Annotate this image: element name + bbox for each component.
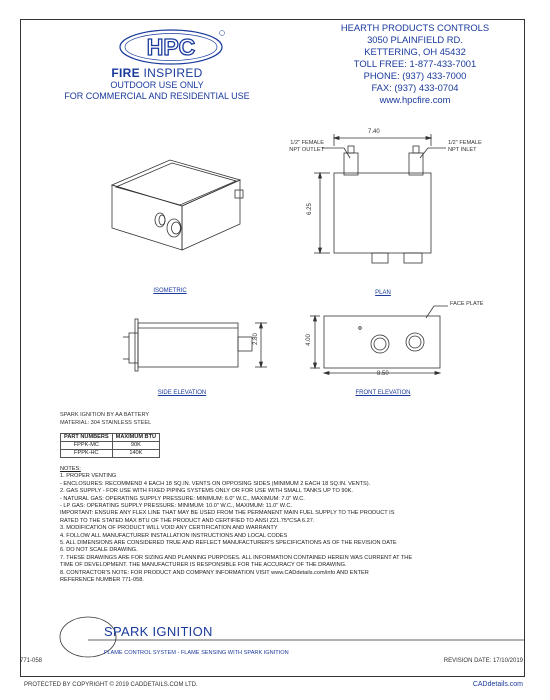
drawing-title: SPARK IGNITION: [104, 624, 213, 639]
table-row: [61, 442, 160, 450]
note-line: - ENCLOSURES: RECOMMEND 4 EACH 18 SQ.IN. VENTS ON OPPOSING SIDES (MINIMUM 2 EACH 18 SQ.IN. VENTS).: [60, 480, 371, 487]
note-line: 6. DO NOT SCALE DRAWING.: [60, 547, 138, 554]
hpc-logo: [118, 28, 228, 68]
side-elevation-drawing: [115, 315, 275, 380]
note-line: 3. MODIFICATION OF PRODUCT WILL VOID ANY CERTIFICATION AND WARRANTY: [60, 525, 278, 532]
notes-section: [60, 466, 470, 585]
outlet-label: 1/2" FEMALE NPT OUTLET: [289, 140, 324, 153]
isometric-label: ISOMETRIC: [153, 288, 187, 294]
company-web[interactable]: www.hpcfire.com: [379, 94, 451, 105]
front-height-dim: 4.00: [305, 334, 312, 346]
table-cell: 90K: [112, 442, 159, 450]
isometric-drawing: [100, 150, 260, 260]
front-elevation-label: FRONT ELEVATION: [355, 390, 411, 396]
front-width-dim: 8.50: [377, 371, 389, 377]
table-header-row: [61, 434, 160, 442]
plan-height-dim: 6.25: [306, 203, 313, 215]
note-line: TIME OF DEVELOPMENT. THE MANUFACTURER IS RESPONSIBLE FOR THE ACCURACY OF THE DRAWING.: [60, 562, 347, 569]
note-line: IMPORTANT: ENSURE ANY FLEX LINE THAT MAY BE USED FROM THE PERMANENT MAIN FUEL SUPPLY TO THE PRODUCT IS: [60, 510, 395, 517]
company-fax: FAX: (937) 433-0704: [371, 82, 459, 93]
notes-heading: NOTES:: [60, 466, 81, 472]
note-line: 1. PROPER VENTING: [60, 473, 117, 480]
caddetails-link[interactable]: CADdetails.com: [472, 681, 523, 688]
company-address-1: 3050 PLAINFIELD RD.: [367, 34, 463, 45]
side-height-dim: 2.80: [252, 333, 259, 345]
table-header: MAXIMUM BTU: [112, 434, 159, 442]
note-line: - LP GAS: OPERATING SUPPLY PRESSURE: MINIMUM: 10.0" W.C., MAXIMUM: 11.0" W.C.: [60, 503, 292, 510]
drawing-number: 771-058: [20, 658, 43, 664]
face-plate-label: FACE PLATE: [450, 301, 484, 307]
note-line: REFERENCE NUMBER 771-058.: [60, 577, 144, 584]
copyright-text: PROTECTED BY COPYRIGHT © 2019 CADDETAILS.COM LTD.: [24, 682, 198, 688]
tagline: [57, 66, 257, 102]
note-line: 5. ALL DIMENSIONS ARE CONSIDERED TRUE AND REFLECT MANUFACTURER'S SPECIFICATIONS AS OF THE REVISION DATE: [60, 540, 397, 547]
note-line: 4. FOLLOW ALL MANUFACTURER INSTALLATION INSTRUCTIONS AND LOCAL CODES: [60, 532, 288, 539]
company-info: [320, 22, 510, 106]
revision-date: REVISION DATE: 17/10/2019: [443, 658, 523, 664]
company-toll-free: TOLL FREE: 1-877-433-7001: [353, 58, 477, 69]
plan-label: PLAN: [375, 290, 391, 296]
note-line: 2. GAS SUPPLY - FOR USE WITH FIXED PIPING SYSTEMS ONLY OR FOR USE WITH SMALL TANKS UP TO 90K.: [60, 488, 353, 495]
note-line: 7. THESE DRAWINGS ARE FOR SIZING AND PLANNING PURPOSES. ALL INFORMATION CONTAINED HEREIN WAS CURRENT AT THE: [60, 554, 413, 561]
note-line: 8. CONTRACTOR'S NOTE: FOR PRODUCT AND COMPANY INFORMATION VISIT www.CADdetails.com/info AND ENTER: [60, 569, 369, 576]
company-name: HEARTH PRODUCTS CONTROLS: [340, 22, 490, 33]
table-cell: FPPK-MC: [61, 442, 113, 450]
note-line: RATED TO THE STATED MAX BTU OF THE PRODUCT AND CERTIFIED TO ANSI Z21.75*CSA 6.27.: [60, 517, 315, 524]
table-cell: 140K: [112, 450, 159, 458]
spec-line-2: MATERIAL: 304 STAINLESS STEEL: [60, 420, 152, 426]
use-line-1: OUTDOOR USE ONLY: [110, 80, 204, 90]
table-row: [61, 450, 160, 458]
table-cell: FPPK-HC: [61, 450, 113, 458]
note-line: - NATURAL GAS: OPERATING SUPPLY PRESSURE: MINIMUM: 6.0" W.C., MAXIMUM: 7.0" W.C.: [60, 495, 305, 502]
front-elevation-drawing: [300, 298, 510, 378]
logo-text: HPC: [146, 34, 196, 60]
plan-width-dim: 7.40: [368, 129, 380, 135]
brand-name: FIRE INSPIRED: [111, 66, 203, 80]
table-header: PART NUMBERS: [61, 434, 113, 442]
spec-line-1: SPARK IGNITION BY AA BATTERY: [60, 412, 150, 418]
company-phone: PHONE: (937) 433-7000: [363, 70, 467, 81]
drawing-subtitle: FLAME CONTROL SYSTEM - FLAME SENSING WITH SPARK IGNITION: [104, 650, 289, 656]
use-line-2: FOR COMMERCIAL AND RESIDENTIAL USE: [64, 91, 250, 101]
inlet-label: 1/2" FEMALE NPT INLET: [448, 140, 482, 153]
parts-table: [60, 433, 160, 458]
side-elevation-label: SIDE ELEVATION: [157, 390, 207, 396]
company-address-2: KETTERING, OH 45432: [364, 46, 466, 57]
